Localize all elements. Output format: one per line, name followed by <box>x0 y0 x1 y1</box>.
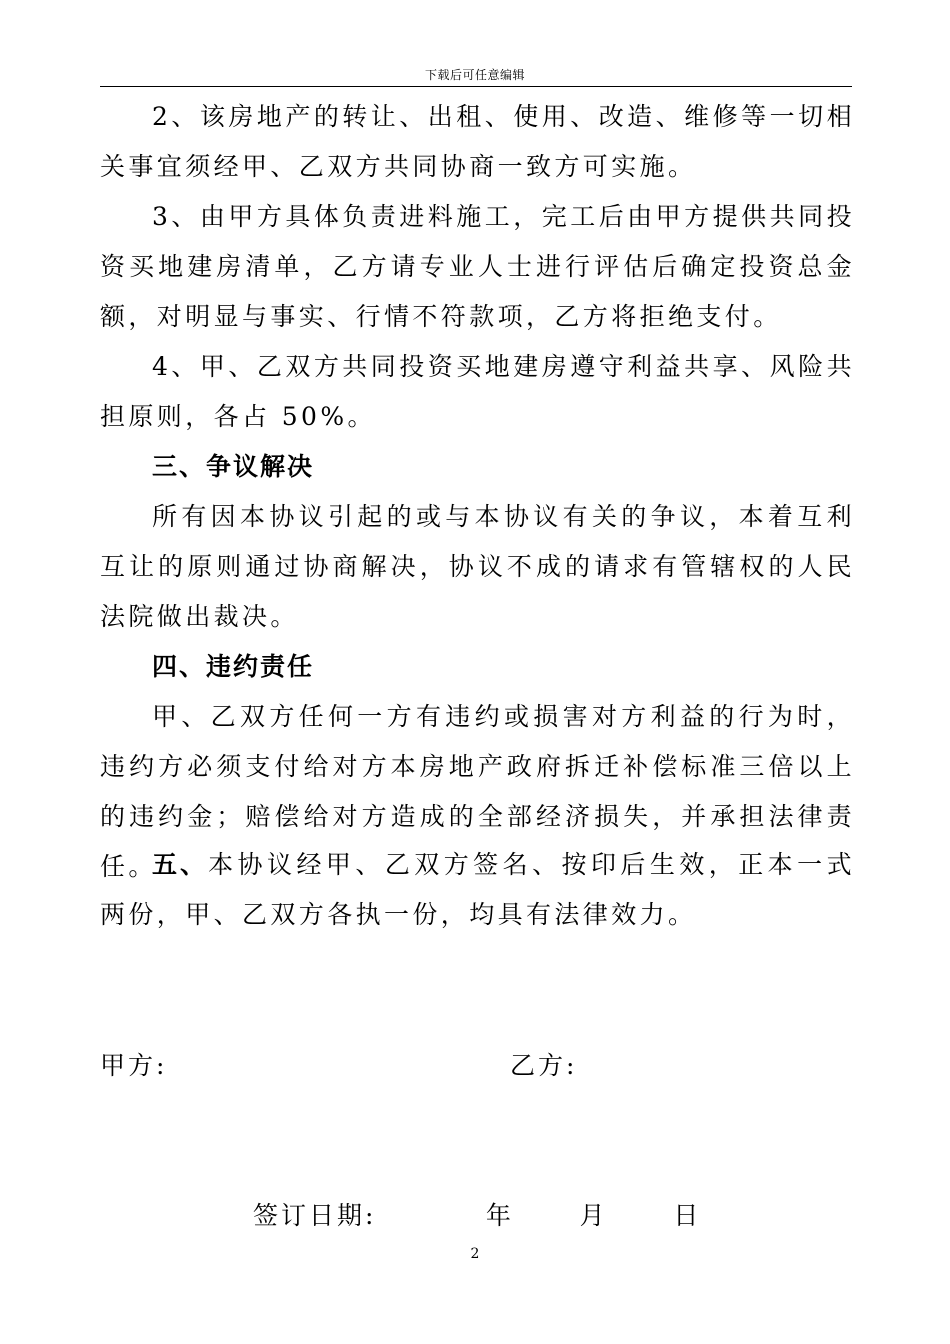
section-5 <box>100 840 855 940</box>
section-3-heading: 三、争议解决 <box>152 452 315 481</box>
section-5-text: 本协议经甲、乙双方签名、按印后生效，正本一式两份，甲、乙双方各执一份，均具有法律效力。 <box>100 850 855 929</box>
date-month-label: 月 <box>579 1201 608 1230</box>
clause-4: 4、甲、乙双方共同投资买地建房遵守利益共享、风险共担原则，各占 50%。 <box>100 352 855 431</box>
section-5-lead: 五、 <box>152 850 209 879</box>
section-5-paragraph <box>100 840 855 940</box>
header-note: 下载后可任意编辑 <box>424 68 525 82</box>
party-b-signature-label: 乙方: <box>510 1051 578 1080</box>
party-a-signature-label: 甲方: <box>100 1051 168 1080</box>
date-day-label: 日 <box>673 1201 702 1230</box>
signing-date-label: 签订日期: <box>253 1201 377 1230</box>
signing-date-line <box>253 1196 701 1232</box>
clause-2: 2、该房地产的转让、出租、使用、改造、维修等一切相关事宜须经甲、乙双方共同协商一致方可实施。 <box>100 102 855 181</box>
page-number: 2 <box>470 1246 480 1262</box>
document-body <box>100 92 855 892</box>
date-year-label: 年 <box>485 1201 514 1230</box>
section-3-text: 所有因本协议引起的或与本协议有关的争议，本着互利互让的原则通过协商解决，协议不成的请求有管辖权的人民法院做出裁决。 <box>100 502 855 631</box>
header-rule <box>100 86 852 87</box>
section-4-text: 甲、乙双方任何一方有违约或损害对方利益的行为时，违约方必须支付给对方本房地产政府拆迁补偿标准三倍以上的违约金；赔偿给对方造成的全部经济损失，并承担法律责任。 <box>100 702 855 881</box>
clause-3: 3、由甲方具体负责进料施工，完工后由甲方提供共同投资买地建房清单，乙方请专业人士进行评估后确定投资总金额，对明显与事实、行情不符款项，乙方将拒绝支付。 <box>100 202 855 331</box>
section-4-heading: 四、违约责任 <box>152 652 315 681</box>
